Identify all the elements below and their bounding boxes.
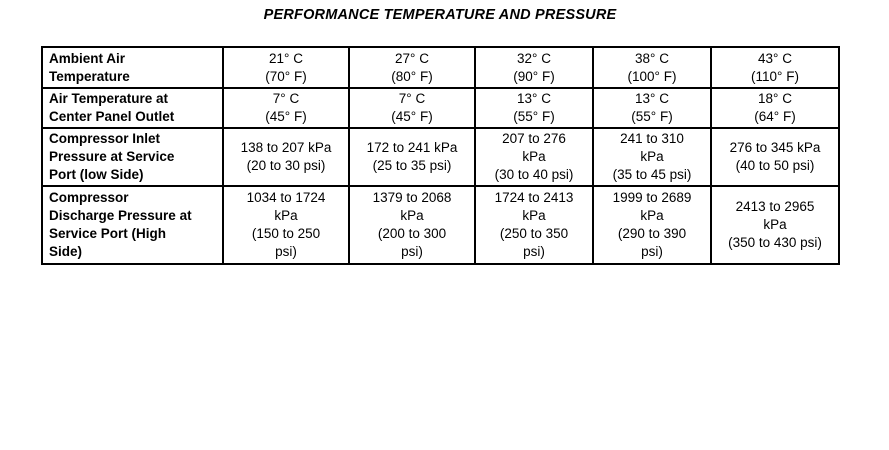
cell-line: (80° F): [391, 68, 433, 84]
cell-line: psi): [401, 244, 423, 259]
cell-line: (35 to 45 psi): [612, 167, 692, 182]
cell-line: (70° F): [265, 68, 307, 84]
cell-line: 241 to 310: [620, 131, 684, 146]
cell-line: kPa: [763, 217, 787, 232]
cell-line: 43° C: [758, 50, 792, 66]
cell-line: kPa: [522, 149, 546, 164]
cell-line: (40 to 50 psi): [735, 158, 815, 173]
cell-line: (25 to 35 psi): [372, 158, 452, 173]
table-cell: [475, 88, 593, 128]
table-cell: [475, 128, 593, 186]
cell-line: (55° F): [513, 109, 555, 124]
row-header-line: Pressure at Service: [49, 149, 175, 164]
table-cell: [593, 88, 711, 128]
table-cell: [593, 186, 711, 264]
row-header-line: Port (low Side): [49, 167, 144, 182]
table-cell: [711, 186, 839, 264]
table-cell: [593, 128, 711, 186]
cell-line: psi): [523, 244, 545, 259]
table-cell: [475, 186, 593, 264]
cell-line: (290 to 390: [617, 226, 687, 241]
row-header-line: Side): [49, 244, 83, 259]
cell-line: 32° C: [517, 50, 551, 66]
table-cell: [223, 47, 349, 88]
table-cell: [475, 47, 593, 88]
table-title: PERFORMANCE TEMPERATURE AND PRESSURE: [263, 7, 617, 23]
table-row-compressor-discharge-pressure: [42, 186, 839, 264]
cell-line: 2413 to 2965: [735, 199, 815, 214]
cell-line: 1379 to 2068: [372, 190, 452, 205]
cell-line: kPa: [522, 208, 546, 223]
cell-line: 172 to 241 kPa: [366, 140, 458, 155]
table-cell: [223, 128, 349, 186]
cell-line: kPa: [640, 149, 664, 164]
cell-line: 276 to 345 kPa: [729, 140, 821, 155]
table-row-ambient-air-temperature: [42, 47, 839, 88]
cell-line: 1999 to 2689: [612, 190, 692, 205]
cell-line: 207 to 276: [502, 131, 566, 146]
row-header-line: Discharge Pressure at: [49, 208, 192, 223]
cell-line: (45° F): [391, 109, 433, 124]
cell-line: (250 to 350: [499, 226, 569, 241]
cell-line: kPa: [640, 208, 664, 223]
row-header-line: Center Panel Outlet: [49, 109, 175, 124]
row-header-ambient-air-temperature: [42, 47, 223, 88]
row-header-line: Ambient Air: [49, 50, 126, 66]
row-header-line: Temperature: [49, 68, 130, 84]
cell-line: (150 to 250: [251, 226, 321, 241]
row-header-compressor-discharge-pressure: [42, 186, 223, 264]
cell-line: psi): [275, 244, 297, 259]
cell-line: 38° C: [635, 50, 669, 66]
cell-line: 18° C: [758, 91, 792, 106]
row-header-compressor-inlet-pressure: [42, 128, 223, 186]
cell-line: (55° F): [631, 109, 673, 124]
table-cell: [349, 128, 475, 186]
row-header-line: Compressor: [49, 190, 129, 205]
cell-line: 27° C: [395, 50, 429, 66]
cell-line: 7° C: [272, 91, 300, 106]
table-cell: [223, 186, 349, 264]
row-header-line: Air Temperature at: [49, 91, 169, 106]
table-cell: [593, 47, 711, 88]
table-cell: [711, 88, 839, 128]
table-cell: [711, 128, 839, 186]
cell-line: psi): [641, 244, 663, 259]
table-cell: [711, 47, 839, 88]
performance-table: [41, 46, 840, 265]
cell-line: 7° C: [398, 91, 426, 106]
cell-line: 13° C: [635, 91, 669, 106]
cell-line: 138 to 207 kPa: [240, 140, 332, 155]
table-cell: [349, 186, 475, 264]
table-cell: [349, 88, 475, 128]
cell-line: (110° F): [751, 68, 799, 84]
cell-line: (90° F): [513, 68, 555, 84]
cell-line: (100° F): [627, 68, 677, 84]
cell-line: (350 to 430 psi): [728, 235, 822, 250]
cell-line: (30 to 40 psi): [494, 167, 574, 182]
cell-line: 21° C: [269, 50, 303, 66]
row-header-center-panel-outlet: [42, 88, 223, 128]
cell-line: 1724 to 2413: [494, 190, 574, 205]
row-header-line: Compressor Inlet: [49, 131, 161, 146]
cell-line: kPa: [274, 208, 298, 223]
table-row-compressor-inlet-pressure: [42, 128, 839, 186]
row-header-line: Service Port (High: [49, 226, 167, 241]
table-row-center-panel-outlet: [42, 88, 839, 128]
cell-line: (64° F): [754, 109, 796, 124]
cell-line: kPa: [400, 208, 424, 223]
cell-line: (45° F): [265, 109, 307, 124]
cell-line: 1034 to 1724: [246, 190, 326, 205]
cell-line: (20 to 30 psi): [246, 158, 326, 173]
cell-line: 13° C: [517, 91, 551, 106]
table-cell: [349, 47, 475, 88]
table-cell: [223, 88, 349, 128]
cell-line: (200 to 300: [377, 226, 447, 241]
